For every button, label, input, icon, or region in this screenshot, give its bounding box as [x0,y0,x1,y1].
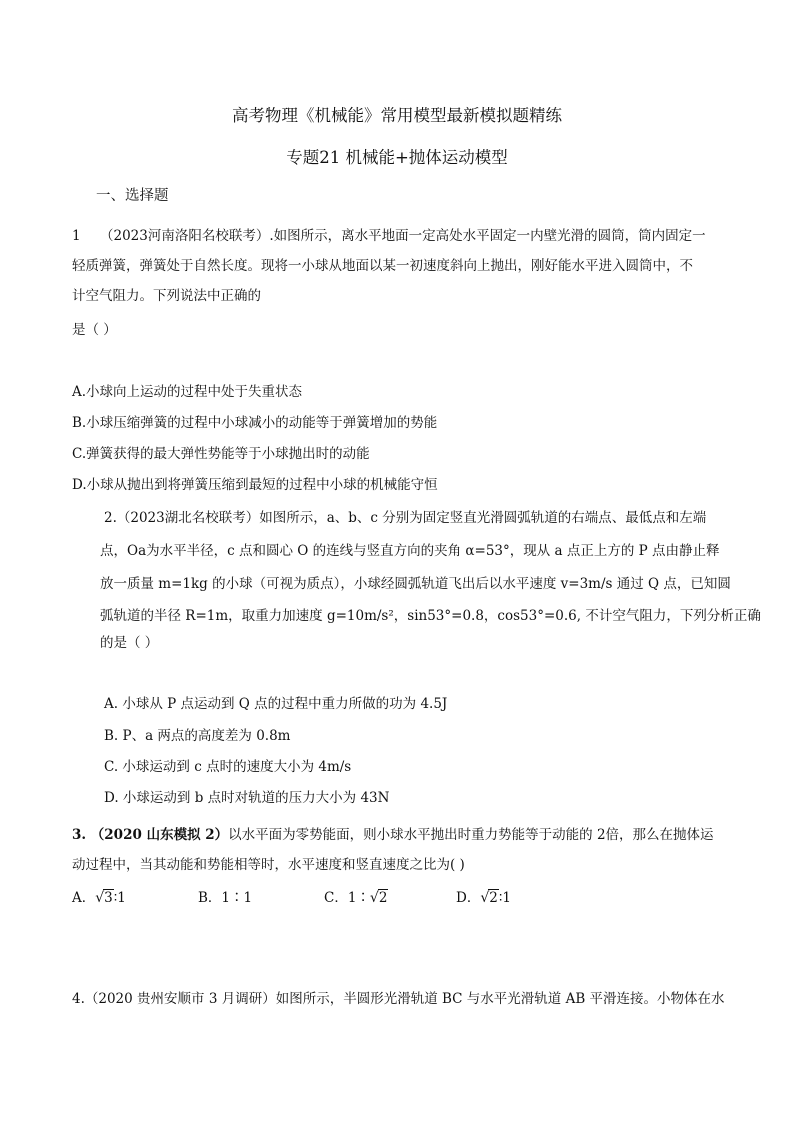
q1-line-1: （2023河南洛阳名校联考）.如图所示，离水平地面一定高处水平固定一内壁光滑的圆筒，筒内固定一 [100,228,706,244]
q2-line-3: 放一质量 m=1kg 的小球（可视为质点），小球经圆弧轨道飞出后以水平速度 v=3m/s 通过 Q 点，已知圆 [100,576,731,592]
q3-line-2: 动过程中，当其动能和势能相等时，水平速度和竖直速度之比为( ) [72,857,465,873]
q2-option-c: C. 小球运动到 c 点时的速度大小为 4m/s [104,759,352,775]
q3-option-c: C．1∶√2 [324,890,388,906]
q2-line-2: 点，Oa为水平半径，c 点和圆心 O 的连线与竖直方向的夹角 α=53°，现从 a 点正上方的 P 点由静止释 [100,543,720,559]
q1-line-3: 计空气阻力。下列说法中正确的 [72,288,261,304]
q2-line-4: 弧轨道的半径 R=1m，取重力加速度 g=10m/s²，sin53°=0.8，cos53°=0.6, 不计空气阻力，下列分析正确 [100,608,761,624]
page-subtitle: 专题21 机械能+抛体运动模型 [286,148,508,167]
q3-option-b: B．1∶1 [198,890,253,906]
q3-option-a: A．√3∶1 [72,890,126,906]
section-heading: 一、选择题 [96,188,169,204]
q1-line-4: 是（ ） [72,322,117,338]
q3-line-1: 以水平面为零势能面，则小球水平抛出时重力势能等于动能的 2倍，那么在抛体运 [228,827,714,843]
q1-option-b: B.小球压缩弹簧的过程中小球减小的动能等于弹簧增加的势能 [72,415,438,431]
q2-line-1: 2.（2023湖北名校联考）如图所示，a、b、c 分别为固定竖直光滑圆弧轨道的右端点、最低点和左端 [104,510,707,526]
sqrt-symbol: √2 [480,890,498,906]
q1-number: 1 [72,228,81,244]
q2-option-a: A. 小球从 P 点运动到 Q 点的过程中重力所做的功为 4.5J [104,696,448,712]
q3-option-d: D．√2∶1 [456,890,511,906]
q2-option-d: D. 小球运动到 b 点时对轨道的压力大小为 43N [104,790,390,806]
q1-option-c: C.弹簧获得的最大弹性势能等于小球抛出时的动能 [72,446,370,462]
q3-tag: 3. （2020 山东模拟 2） [72,827,229,843]
q1-line-2: 轻质弹簧，弹簧处于自然长度。现将一小球从地面以某一初速度斜向上抛出，刚好能水平进入圆筒中，不 [72,258,693,274]
q1-option-d: D.小球从抛出到将弹簧压缩到最短的过程中小球的机械能守恒 [72,477,438,493]
q4-line-1: 4.（2020 贵州安顺市 3 月调研）如图所示，半圆形光滑轨道 BC 与水平光滑轨道 AB 平滑连接。小物体在水 [72,991,725,1007]
q1-option-a: A.小球向上运动的过程中处于失重状态 [72,384,303,400]
q2-line-5: 的是（ ） [100,635,159,651]
q2-option-b: B. P、a 两点的高度差为 0.8m [104,728,291,744]
sqrt-symbol: √3 [95,890,113,906]
sqrt-symbol: √2 [369,890,388,906]
page-title: 高考物理《机械能》常用模型最新模拟题精练 [232,106,562,125]
